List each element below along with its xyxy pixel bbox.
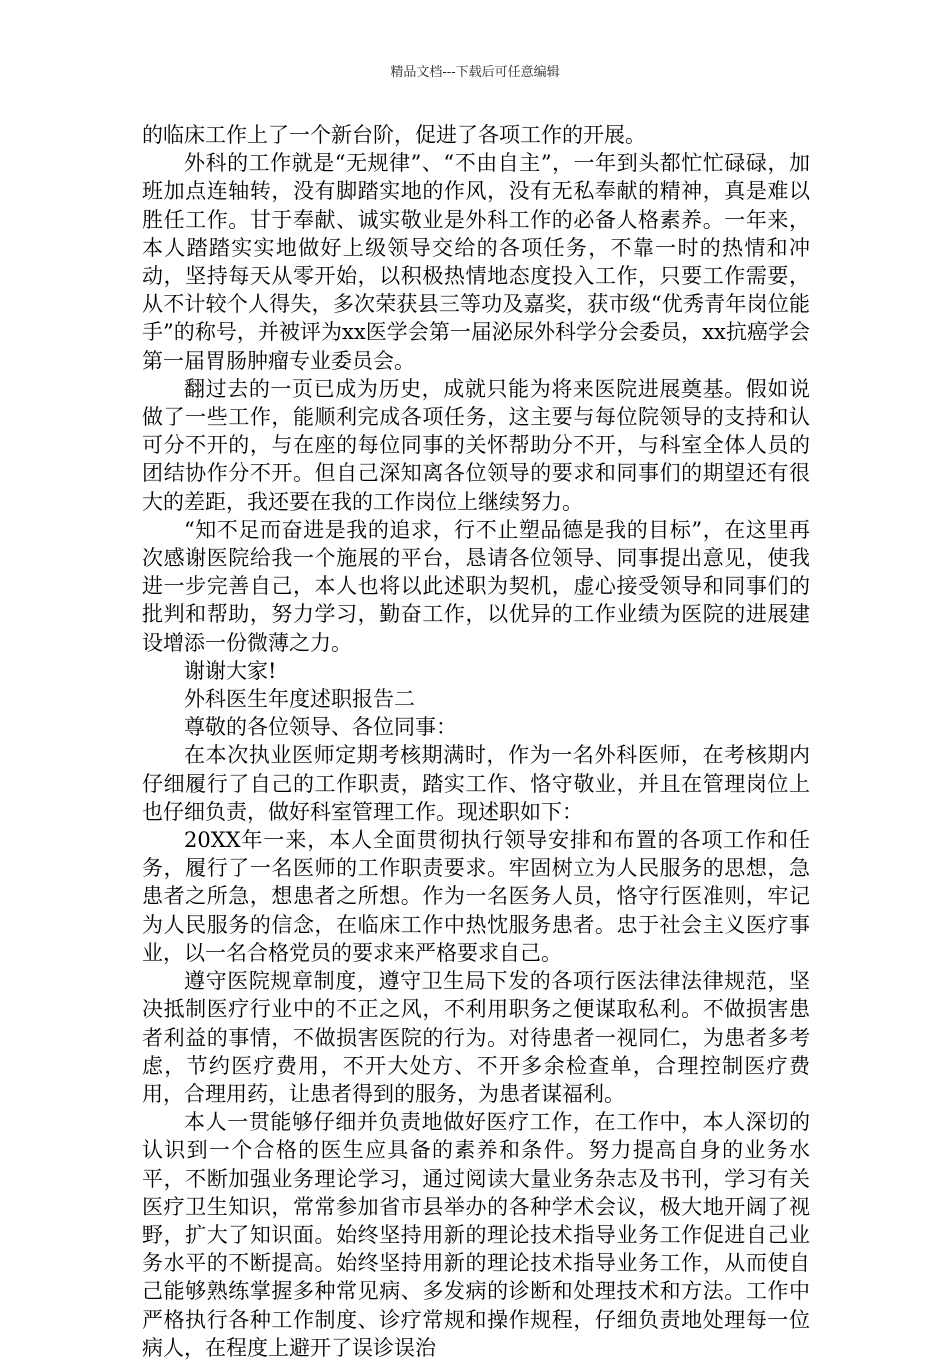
paragraph: 的临床工作上了一个新台阶，促进了各项工作的开展。 <box>142 123 646 147</box>
paragraph: “知不足而奋进是我的追求，行不止塑品德是我的目标”，在这里再次感谢医院给我一个施展的平台，恳请各位领导、同事提出意见，使我进一步完善自己，本人也将以此述职为契机，虚心接受领导和同事们的批判和帮助，努力学习，勤奋工作，以优异的工作业绩为医院的进展建设增添一份微薄之力。 <box>142 517 810 655</box>
paragraph: 本人一贯能够仔细并负责地做好医疗工作，在工作中，本人深切的认识到一个合格的医生应具备的素养和条件。努力提高自身的业务水平，不断加强业务理论学习，通过阅读大量业务杂志及书刊，学习有关医疗卫生知识，常常参加省市县举办的各种学术会议，极大地开阔了视野，扩大了知识面。始终坚持用新的理论技术指导业务工作促进自己业务水平的不断提高。始终坚持用新的理论技术指导业务工作，从而使自己能够熟练掌握多种常见病、多发病的诊断和处理技术和方法。工作中严格执行各种工作制度、诊疗常规和操作规程，仔细负责地处理每一位病人，在程度上避开了误诊误治 <box>142 1110 810 1360</box>
salutation: 尊敬的各位领导、各位同事： <box>184 715 457 740</box>
document-body <box>142 121 810 1362</box>
paragraph: 外科的工作就是“无规律”、“不由自主”，一年到头都忙忙碌碌，加班加点连轴转，没有脚踏实地的作风，没有无私奉献的精神，真是难以胜任工作。甘于奉献、诚实敬业是外科工作的必备人格素养。一年来，本人踏踏实实地做好上级领导交给的各项任务，不靠一时的热情和冲动，坚持每天从零开始，以积极热情地态度投入工作，只要工作需要，从不计较个人得失，多次荣获县三等功及嘉奖，获市级“优秀青年岗位能手”的称号，并被评为xx医学会第一届泌尿外科学分会委员，xx抗癌学会第一届胃肠肿瘤专业委员会。 <box>142 151 810 373</box>
paragraph: 翻过去的一页已成为历史，成就只能为将来医院进展奠基。假如说做了一些工作，能顺利完成各项任务，这主要与每位院领导的支持和认可分不开的，与在座的每位同事的关怀帮助分不开，与科室全体人员的团结协作分不开。但自己深知离各位领导的要求和同事们的期望还有很大的差距，我还要在我的工作岗位上继续努力。 <box>142 376 810 514</box>
paragraph: 谢谢大家! <box>184 658 277 683</box>
page-header: 精品文档---下载后可任意编辑 <box>390 65 560 80</box>
paragraph: 遵守医院规章制度，遵守卫生局下发的各项行医法律法律规范，坚决抵制医疗行业中的不正之风，不利用职务之便谋取私利。不做损害患者利益的事情，不做损害医院的行为。对待患者一视同仁，为患者多考虑，节约医疗费用，不开大处方、不开多余检查单，合理控制医疗费用，合理用药，让患者得到的服务，为患者谋福利。 <box>142 969 810 1106</box>
paragraph: 20XX年一来，本人全面贯彻执行领导安排和布置的各项工作和任务，履行了一名医师的工作职责要求。牢固树立为人民服务的思想，急患者之所急，想患者之所想。作为一名医务人员，恪守行医准则，牢记为人民服务的信念，在临床工作中热忱服务患者。忠于社会主义医疗事业，以一名合格党员的要求来严格要求自己。 <box>142 828 810 965</box>
section-title: 外科医生年度述职报告二 <box>184 687 415 712</box>
paragraph: 在本次执业医师定期考核期满时，作为一名外科医师，在考核期内仔细履行了自己的工作职责，踏实工作、恪守敬业，并且在管理岗位上也仔细负责，做好科室管理工作。现述职如下： <box>142 743 810 824</box>
